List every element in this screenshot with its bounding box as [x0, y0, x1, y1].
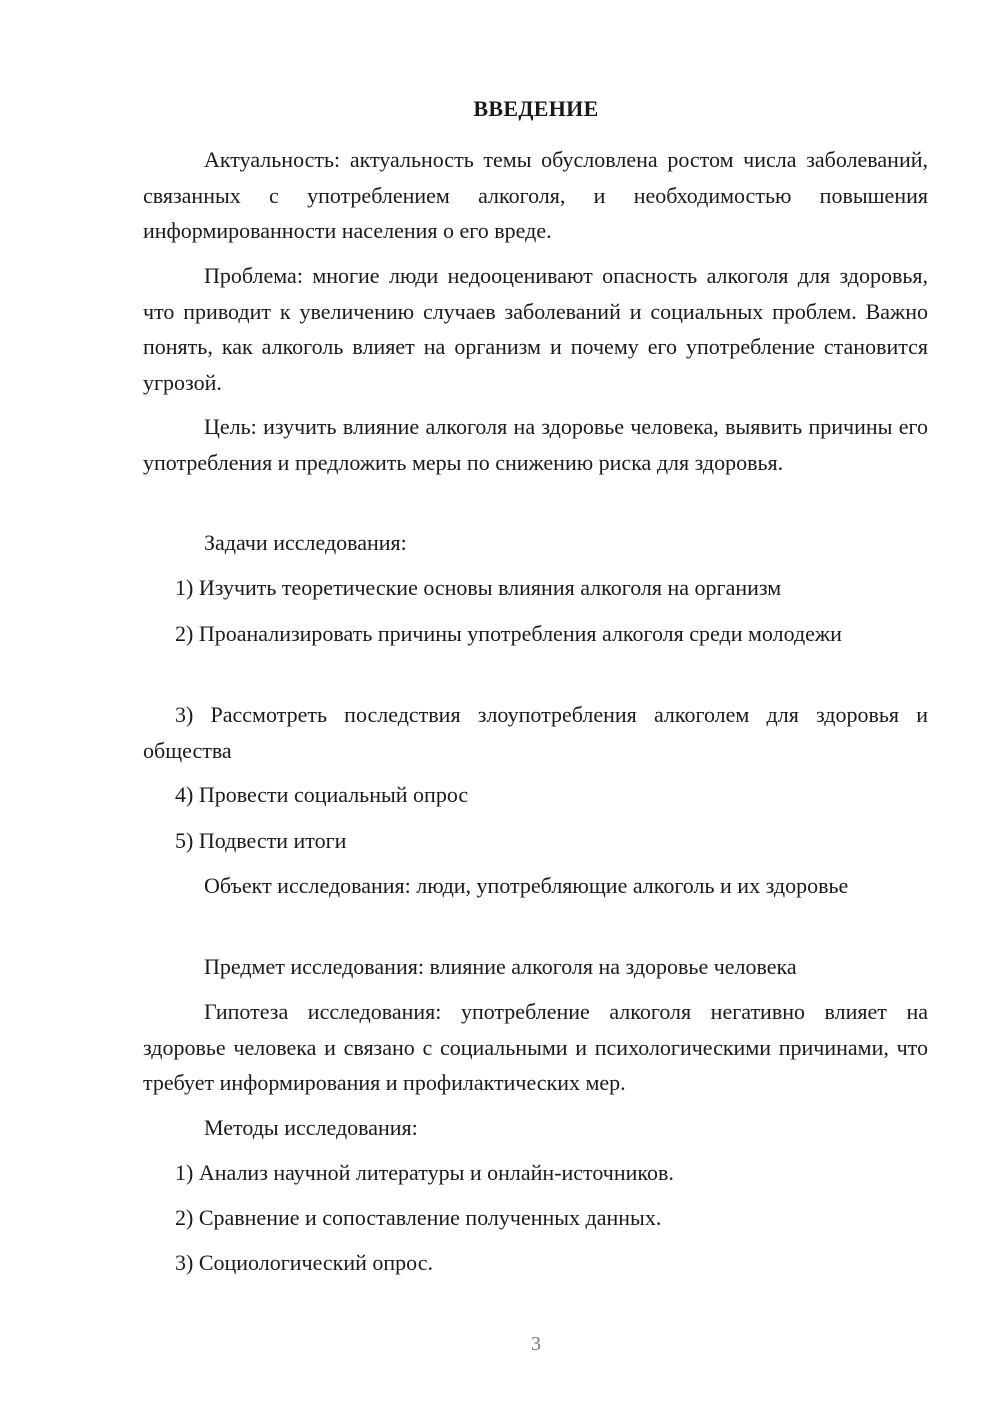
- list-item-method-1: 1) Анализ научной литературы и онлайн-источников.: [175, 1160, 674, 1185]
- paragraph-subject: Предмет исследования: влияние алкоголя на здоровье человека: [204, 954, 797, 979]
- paragraph-object: Объект исследования: люди, употребляющие алкоголь и их здоровье: [204, 873, 849, 898]
- page-title: ВВЕДЕНИЕ: [473, 96, 599, 121]
- list-item-task-5: 5) Подвести итоги: [175, 828, 347, 853]
- page-number: 3: [531, 1333, 541, 1355]
- paragraph-tasks-heading: Задачи исследования:: [204, 530, 407, 555]
- list-item-task-1: 1) Изучить теоретические основы влияния алкоголя на организм: [175, 575, 782, 600]
- paragraph-goal: Цель: изучить влияние алкоголя на здоровье человека, выявить причины его употребления и предложить меры по снижению риска для здоровья.: [143, 414, 928, 475]
- list-item-method-3: 3) Социологический опрос.: [175, 1250, 433, 1275]
- paragraph-problem: Проблема: многие люди недооценивают опасность алкоголя для здоровья, что приводит к увеличению случаев заболеваний и социальных проблем. Важно понять, как алкоголь влияет на организм и почему его употребление становится угрозой.: [143, 263, 928, 395]
- list-item-task-4: 4) Провести социальный опрос: [175, 782, 469, 807]
- list-item-task-3: 3) Рассмотреть последствия злоупотребления алкоголем для здоровья и общества: [143, 702, 928, 763]
- paragraph-methods-heading: Методы исследования:: [204, 1115, 418, 1140]
- paragraph-hypothesis: Гипотеза исследования: употребление алкоголя негативно влияет на здоровье человека и связано с социальными и психологическими причинами, что требует информирования и профилактических мер.: [143, 999, 928, 1095]
- list-item-task-2: 2) Проанализировать причины употребления алкоголя среди молодежи: [175, 621, 842, 646]
- list-item-method-2: 2) Сравнение и сопоставление полученных данных.: [175, 1205, 662, 1230]
- paragraph-relevance: Актуальность: актуальность темы обусловлена ростом числа заболеваний, связанных с употреблением алкоголя, и необходимостью повышения информированности населения о его вреде.: [143, 147, 928, 243]
